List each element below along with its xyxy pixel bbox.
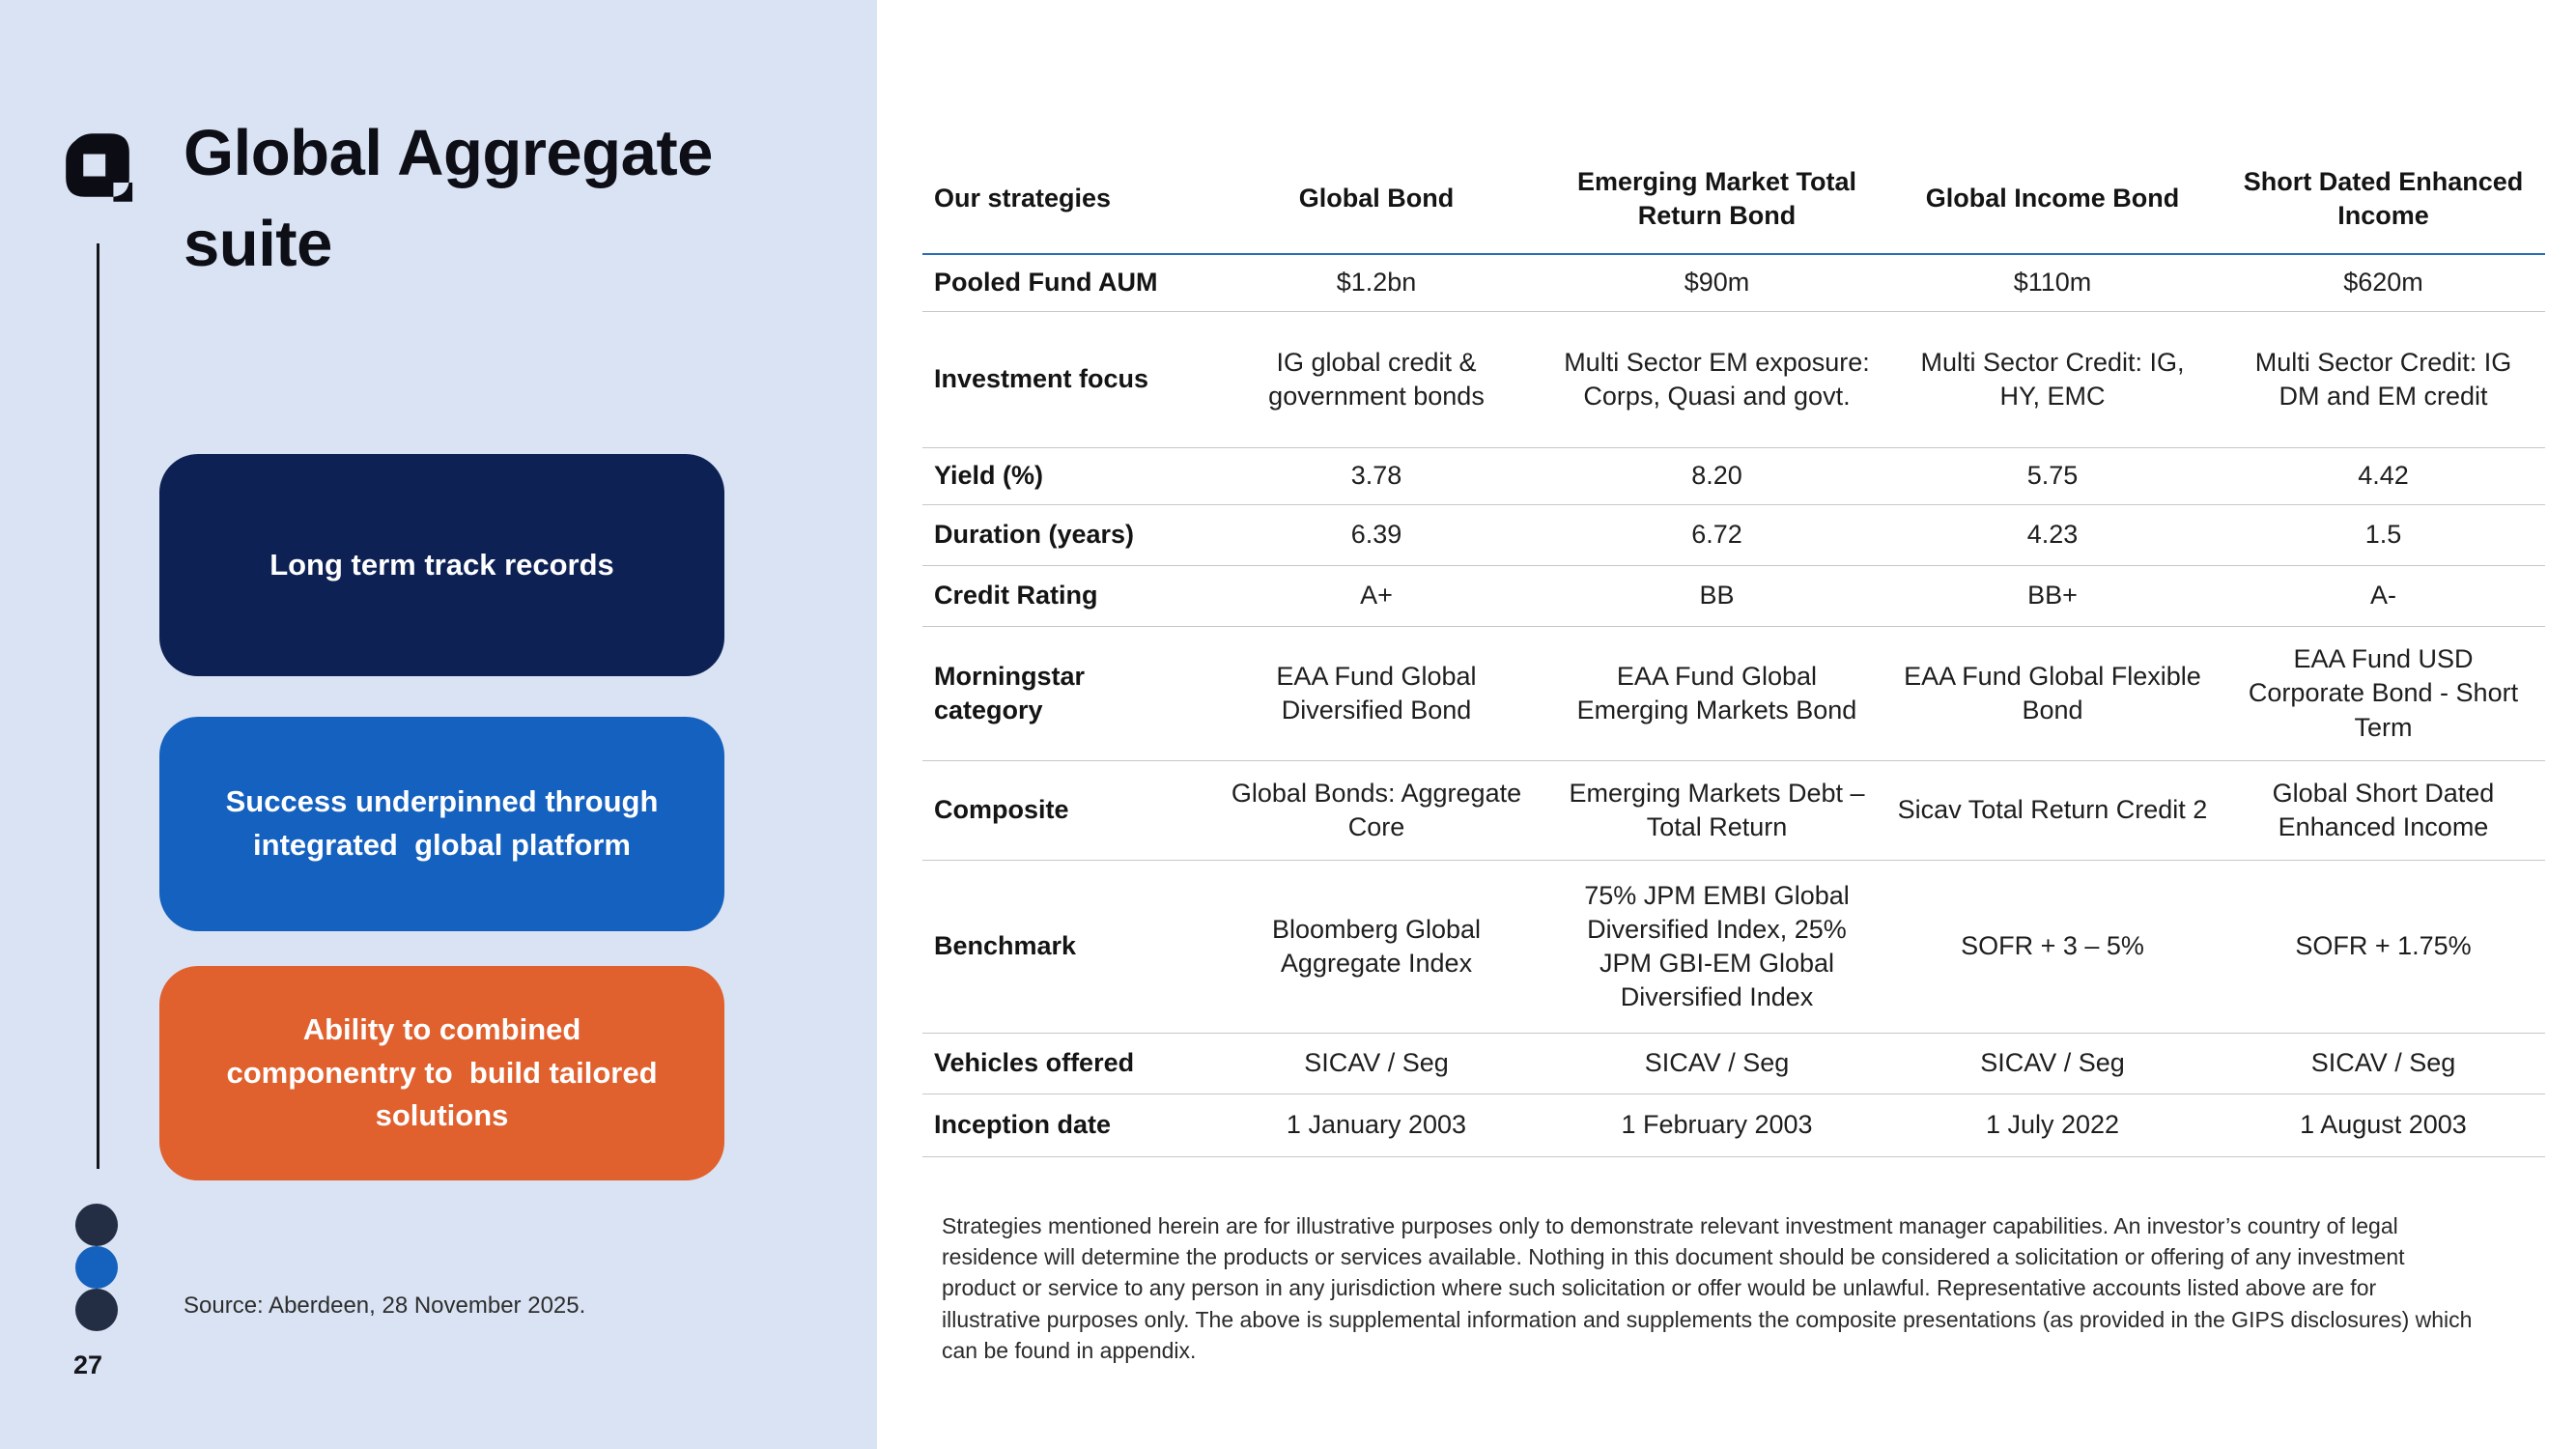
row-label: Benchmark [934,931,1077,961]
cell-value: 1 August 2003 [2300,1110,2467,1140]
highlight-box-label: Success underpinned through integrated global platform [225,784,667,862]
source-note: Source: Aberdeen, 28 November 2025. [184,1293,586,1319]
table-row [922,627,2545,761]
cell-value: 3.78 [1350,461,1402,491]
row-label: Yield (%) [934,461,1044,491]
cell-value: BB+ [2027,581,2078,611]
row-label: Credit Rating [934,581,1098,611]
dot-icon [75,1289,118,1331]
cell-value: $1.2bn [1336,268,1417,298]
table-row [922,448,2545,505]
cell-value: 1.5 [2364,520,2402,550]
cell-value: 75% JPM EMBI Global Diversified Index, 25% JPM GBI-EM Global Diversified Index [1584,880,1850,1012]
cell-value: Multi Sector Credit: IG, HY, EMC [1920,347,2185,411]
highlight-box-label: Ability to combined componentry to build tailored solutions [226,1011,666,1133]
cell-value: 1 February 2003 [1621,1110,1813,1140]
cell-value: A- [2370,581,2396,611]
row-label: Duration (years) [934,520,1135,550]
table-row [922,566,2545,627]
cell-value: EAA Fund Global Flexible Bond [1904,661,2201,724]
dot-icon [75,1204,118,1246]
cell-value: EAA Fund USD Corporate Bond - Short Term [2248,644,2519,742]
table-row [922,505,2545,566]
cell-value: $620m [2343,268,2423,298]
highlight-box [159,717,724,931]
cell-value: SOFR + 3 – 5% [1961,931,2144,961]
cell-value: $110m [2013,268,2092,298]
row-label: Pooled Fund AUM [934,268,1158,298]
highlight-box [159,966,724,1180]
table-header-row [922,145,2545,255]
cell-value: SICAV / Seg [1644,1048,1790,1078]
cell-value: 1 January 2003 [1286,1110,1467,1140]
cell-value: SOFR + 1.75% [2295,931,2472,961]
cell-value: 1 July 2022 [1985,1110,2120,1140]
page-number: 27 [73,1350,103,1379]
cell-value: Bloomberg Global Aggregate Index [1271,914,1482,978]
cell-value: A+ [1360,581,1393,611]
cell-value: IG global credit & government bonds [1268,347,1485,411]
strategies-table [922,145,2545,1157]
cell-value: 4.42 [2358,461,2409,491]
cell-value: 6.72 [1691,520,1742,550]
cell-value: 8.20 [1691,461,1742,491]
cell-value: Global Bonds: Aggregate Core [1231,778,1522,841]
aberdeen-a-logo-icon [58,126,137,205]
highlight-box-label: Long term track records [269,547,614,582]
cell-value: 5.75 [2026,461,2079,491]
slide-title: Global Aggregate suite [184,117,713,280]
row-label: Investment focus [934,364,1149,394]
table-header-cell: Global Bond [1298,184,1455,213]
cell-value: Global Short Dated Enhanced Income [2272,778,2495,841]
table-row [922,761,2545,861]
table-header-strategies: Our strategies [934,184,1112,213]
cell-value: Multi Sector EM exposure: Corps, Quasi and govt. [1564,347,1870,411]
cell-value: Sicav Total Return Credit 2 [1897,795,2208,825]
dot-icon [75,1246,118,1289]
table-header-cell: Global Income Bond [1925,184,2180,213]
table-row [922,1034,2545,1094]
cell-value: 4.23 [2026,520,2079,550]
accent-vertical-line [97,243,99,1169]
row-label: Composite [934,795,1069,825]
progress-dots [75,1204,118,1331]
table-header-cell: Emerging Market Total Return Bond [1576,166,1857,230]
cell-value: 6.39 [1350,520,1402,550]
row-label: Morningstar category [934,661,1086,724]
disclaimer-text: Strategies mentioned herein are for illustrative purposes only to demonstrate relevant investment manager capabilities. An investor’s country of legal residence will determine the products or services available. Nothing in this document should be considered a solicitation or offering of any investment product or service to any person in any jurisdiction where such solicitation or offer would be unlawful. Representative accounts listed above are for illustrative purposes only. The above is supplemental information and supplements the composite presentations (as provided in the GIPS disclosures) which can be found in appendix. [942,1213,2473,1363]
table-header-cell: Short Dated Enhanced Income [2243,166,2524,230]
cell-value: $90m [1684,268,1750,298]
table-row [922,312,2545,448]
cell-value: Multi Sector Credit: IG DM and EM credit [2254,347,2512,411]
cell-value: Emerging Markets Debt – Total Return [1569,778,1865,841]
table-row [922,1094,2545,1157]
cell-value: EAA Fund Global Emerging Markets Bond [1576,661,1857,724]
cell-value: SICAV / Seg [2310,1048,2456,1078]
cell-value: BB [1699,581,1735,611]
row-label: Vehicles offered [934,1048,1135,1078]
table-row [922,861,2545,1034]
cell-value: SICAV / Seg [1304,1048,1449,1078]
cell-value: SICAV / Seg [1980,1048,2125,1078]
highlight-box [159,454,724,676]
row-label: Inception date [934,1110,1112,1140]
left-panel [0,0,877,1449]
table-row [922,255,2545,312]
cell-value: EAA Fund Global Diversified Bond [1276,661,1477,724]
